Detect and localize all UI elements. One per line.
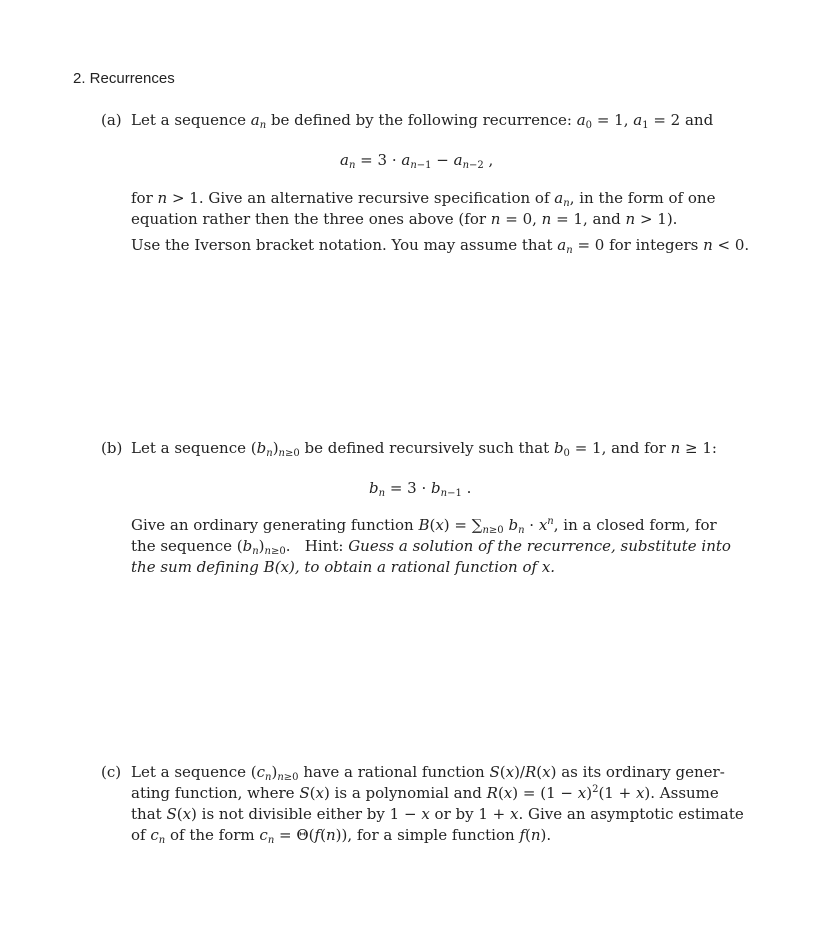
part-a-equation: $a_n = 3 \cdot a_{n-1} - a_{n-2}$ ,	[340, 151, 494, 171]
part-c-line-4: of $c_n$ of the form $c_n = \Theta(f(n))$, for a simple function f(n).	[131, 826, 552, 846]
part-a-line-3: equation rather then the three ones above (for n = 0, n = 1, and n > 1).	[131, 210, 678, 228]
part-a-label: (a)	[101, 111, 122, 129]
part-c-line-1: (c) Let a sequence $(c_n)_{n\ge 0}$ have a rational function S(x)/R(x) as its ordinary gener-	[101, 763, 725, 783]
part-b-line-2: Give an ordinary generating function $B(x) = \sum_{n\ge 0}$ $b_n \cdot x^n$, in a closed form, for	[131, 516, 717, 536]
part-b-equation: $b_n = 3 \cdot b_{n-1}$ .	[369, 479, 472, 499]
section-title: 2. Recurrences	[73, 70, 175, 87]
part-a-line-4: Use the Iverson bracket notation. You may assume that $a_n = 0$ for integers n < 0.	[131, 236, 750, 256]
part-b-line-3: the sequence $(b_n)_{n\ge 0}$. Hint: Guess a solution of the recurrence, substitute into	[131, 537, 731, 557]
part-b-line-1: (b) Let a sequence $(b_n)_{n\ge 0}$ be defined recursively such that $b_0 = 1$, and for n ≥ 1:	[101, 439, 717, 459]
part-a-line-2: for n > 1. Give an alternative recursive specification of $a_n$, in the form of one	[131, 189, 716, 209]
part-c-line-3: that S(x) is not divisible either by 1 − x or by 1 + x. Give an asymptotic estimate	[131, 805, 744, 823]
part-b-label: (b)	[101, 439, 123, 457]
part-c-label: (c)	[101, 763, 122, 781]
part-b-line-4: the sum defining B(x), to obtain a rational function of x.	[131, 558, 556, 576]
part-a-line-1: (a) Let a sequence $a_n$ be defined by the following recurrence: $a_0 = 1$, $a_1 = 2$ and	[101, 111, 714, 131]
part-c-line-2: ating function, where S(x) is a polynomial and $R(x) = (1 - x)^2(1 + x)$. Assume	[131, 784, 719, 802]
